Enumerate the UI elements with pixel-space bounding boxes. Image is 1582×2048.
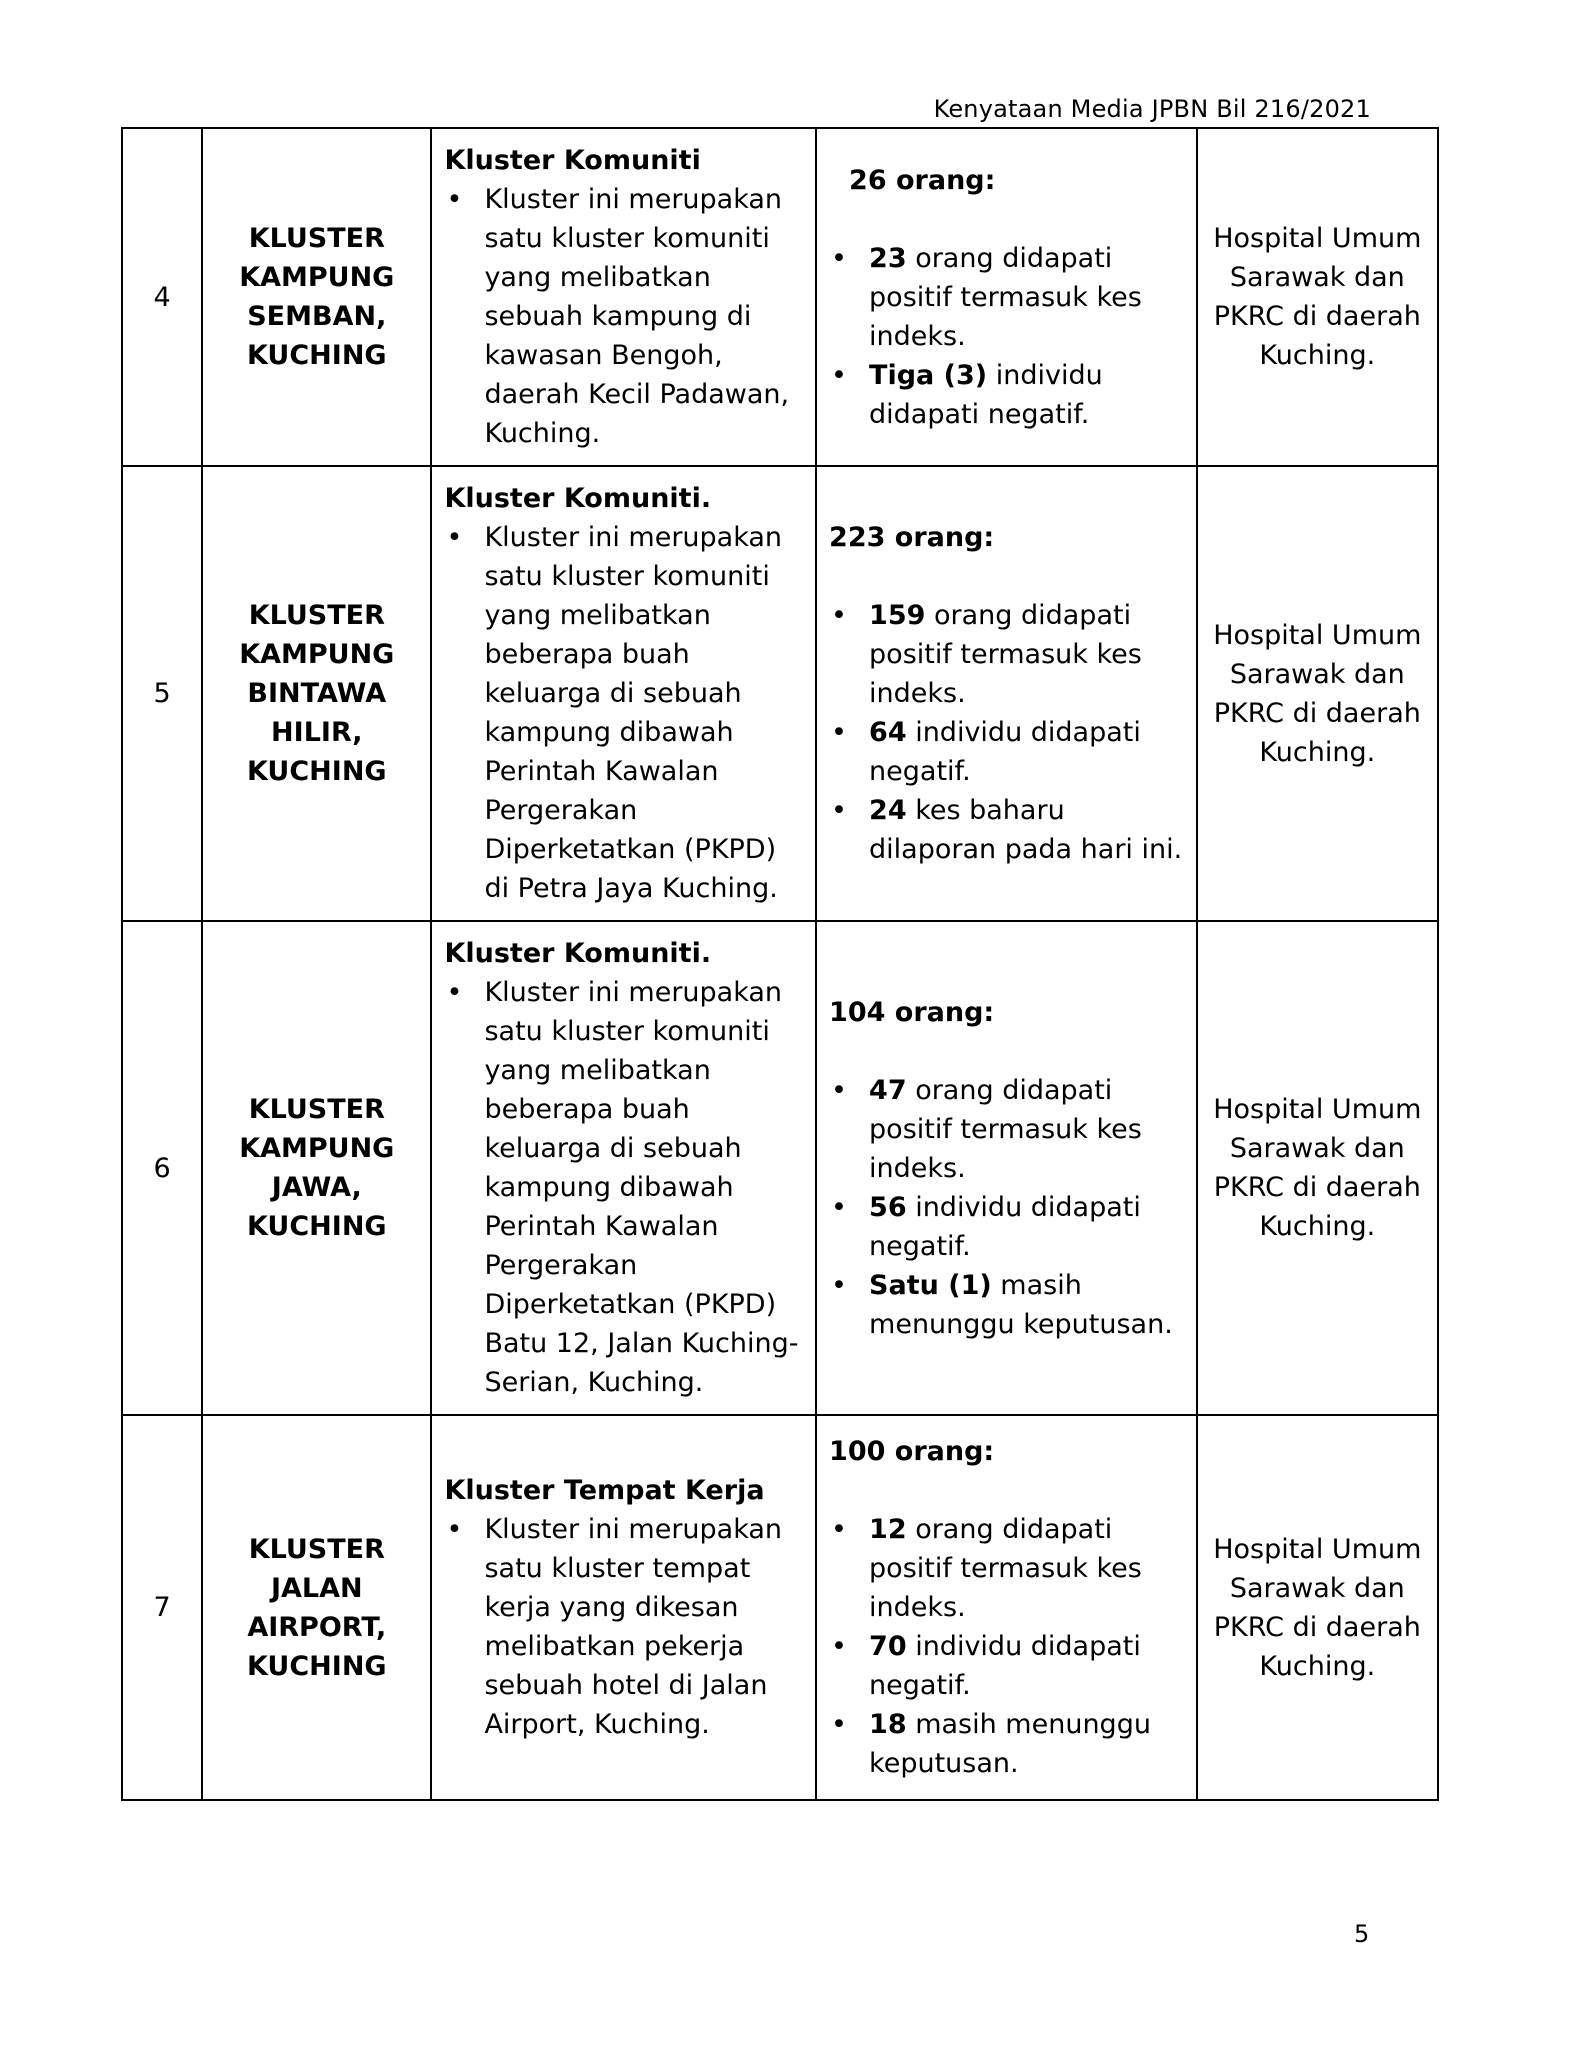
hospital-line: Hospital Umum [1213, 619, 1422, 651]
case-count: 23 [869, 242, 907, 274]
case-total: 100 orang: [829, 1436, 995, 1467]
description-item: • Kluster ini merupakan satu kluster komuniti yang melibatkan beberapa buah keluarga di sebuah kampung dibawah Perintah Kawalan Pergerakan Diperketatkan (PKPD) di Petra Jaya Kuching. [444, 518, 807, 908]
row-number: 7 [122, 1415, 202, 1800]
cluster-description [431, 921, 816, 1415]
hospital-line: Hospital Umum [1213, 223, 1422, 254]
case-count: 56 [869, 1191, 907, 1223]
case-summary [816, 128, 1197, 466]
case-count: Tiga (3) [869, 359, 988, 391]
description-list [444, 973, 807, 1402]
cluster-name-line: HILIR, [271, 717, 363, 748]
cluster-category: Kluster Komuniti [444, 145, 701, 176]
case-list [829, 1071, 1188, 1344]
case-item [829, 1510, 1188, 1627]
case-count: Satu (1) [869, 1269, 992, 1301]
cluster-name-line: KUCHING [246, 1211, 387, 1242]
hospital-line: Hospital Umum [1213, 1533, 1422, 1565]
cluster-description [431, 466, 816, 921]
case-item [829, 239, 1188, 356]
case-item [829, 1627, 1188, 1705]
case-summary [816, 921, 1197, 1415]
cluster-name [202, 921, 431, 1415]
hospital-line: Sarawak dan [1229, 658, 1405, 690]
cluster-table [121, 127, 1439, 1801]
case-item [829, 356, 1188, 434]
hospital-info [1197, 128, 1438, 466]
cluster-name [202, 128, 431, 466]
description-item: • Kluster ini merupakan satu kluster komuniti yang melibatkan sebuah kampung di kawasan Bengoh, daerah Kecil Padawan, Kuching. [444, 180, 807, 453]
hospital-line: Sarawak dan [1229, 1133, 1405, 1164]
description-item: • Kluster ini merupakan satu kluster tempat kerja yang dikesan melibatkan pekerja sebuah hotel di Jalan Airport, Kuching. [444, 1510, 807, 1744]
hospital-info [1197, 466, 1438, 921]
description-list [444, 518, 807, 908]
case-count: 64 [869, 717, 907, 748]
case-text: individu didapati negatif. [869, 1631, 1141, 1701]
cluster-name-line: KLUSTER [248, 600, 385, 631]
cluster-name-line: KUCHING [246, 340, 387, 371]
case-text: masih menunggu keputusan. [869, 1269, 1173, 1340]
cluster-name-line: SEMBAN, [247, 301, 387, 332]
description-list [444, 1510, 807, 1744]
hospital-info [1197, 1415, 1438, 1800]
cluster-name [202, 466, 431, 921]
case-text: orang didapati positif termasuk kes indeks. [869, 600, 1142, 709]
hospital-line: Hospital Umum [1213, 1094, 1422, 1125]
case-list [829, 596, 1188, 869]
row-number: 4 [122, 128, 202, 466]
hospital-line: PKRC di daerah [1213, 1172, 1421, 1203]
cluster-name-line: KAMPUNG [239, 262, 395, 293]
cluster-name-line: KLUSTER [248, 1094, 385, 1125]
case-item [829, 1188, 1188, 1266]
case-item [829, 1071, 1188, 1188]
hospital-line: Kuching. [1259, 340, 1376, 371]
cluster-name-line: AIRPORT, [247, 1611, 387, 1643]
cluster-name-line: KUCHING [246, 756, 387, 787]
case-item [829, 1705, 1188, 1783]
table-row [122, 921, 1438, 1415]
case-text: individu didapati negatif. [869, 1191, 1141, 1262]
hospital-line: Sarawak dan [1229, 262, 1405, 293]
cluster-category: Kluster Tempat Kerja [444, 1475, 765, 1506]
table-row [122, 1415, 1438, 1800]
case-list [829, 1510, 1188, 1783]
cluster-name-line: KUCHING [246, 1650, 387, 1682]
case-item [829, 713, 1188, 791]
case-total: 26 orang: [849, 164, 996, 196]
cluster-name-line: JAWA, [271, 1172, 362, 1203]
cluster-name-line: KAMPUNG [239, 1133, 395, 1164]
case-total: 104 orang: [829, 996, 995, 1028]
case-count: 159 [869, 600, 926, 631]
hospital-line: PKRC di daerah [1213, 1611, 1421, 1643]
hospital-line: Sarawak dan [1229, 1572, 1405, 1604]
table-row [122, 466, 1438, 921]
cluster-name [202, 1415, 431, 1800]
case-item [829, 596, 1188, 713]
hospital-info [1197, 921, 1438, 1415]
hospital-line: PKRC di daerah [1213, 301, 1421, 332]
row-number: 6 [122, 921, 202, 1415]
case-text: masih menunggu keputusan. [869, 1709, 1151, 1779]
cluster-name-line: JALAN [270, 1572, 363, 1604]
case-text: orang didapati positif termasuk kes indeks. [869, 1514, 1142, 1623]
hospital-line: Kuching. [1259, 736, 1376, 768]
case-item [829, 1266, 1188, 1344]
statement-reference: Kenyataan Media JPBN Bil 216/2021 [933, 95, 1371, 123]
cluster-name-line: KLUSTER [248, 1533, 385, 1565]
case-text: kes baharu dilaporan pada hari ini. [869, 795, 1183, 865]
case-count: 47 [869, 1074, 907, 1106]
case-count: 70 [869, 1631, 907, 1662]
hospital-line: Kuching. [1259, 1211, 1376, 1242]
cluster-category: Kluster Komuniti. [444, 938, 712, 969]
description-list [444, 180, 807, 453]
hospital-line: PKRC di daerah [1213, 697, 1421, 729]
case-count: 18 [869, 1709, 907, 1740]
case-text: orang didapati positif termasuk kes indeks. [869, 242, 1142, 352]
case-summary [816, 1415, 1197, 1800]
case-total: 223 orang: [829, 522, 995, 553]
case-count: 12 [869, 1514, 907, 1545]
cluster-name-line: KLUSTER [248, 223, 385, 254]
row-number: 5 [122, 466, 202, 921]
description-item: • Kluster ini merupakan satu kluster komuniti yang melibatkan beberapa buah keluarga di sebuah kampung dibawah Perintah Kawalan Pergerakan Diperketatkan (PKPD) Batu 12, Jalan Kuching-Serian, Kuching. [444, 973, 807, 1402]
cluster-description [431, 1415, 816, 1800]
case-text: individu didapati negatif. [869, 717, 1141, 787]
case-count: 24 [869, 795, 907, 826]
table-row [122, 128, 1438, 466]
case-item [829, 791, 1188, 869]
case-list [829, 239, 1188, 434]
case-text: individu didapati negatif. [869, 359, 1103, 430]
cluster-category: Kluster Komuniti. [444, 483, 712, 514]
cluster-name-line: BINTAWA [247, 678, 387, 709]
cluster-name-line: KAMPUNG [239, 639, 395, 670]
case-text: orang didapati positif termasuk kes indeks. [869, 1074, 1142, 1184]
page-number: 5 [1354, 1920, 1370, 1948]
cluster-description [431, 128, 816, 466]
hospital-line: Kuching. [1259, 1650, 1376, 1682]
case-summary [816, 466, 1197, 921]
